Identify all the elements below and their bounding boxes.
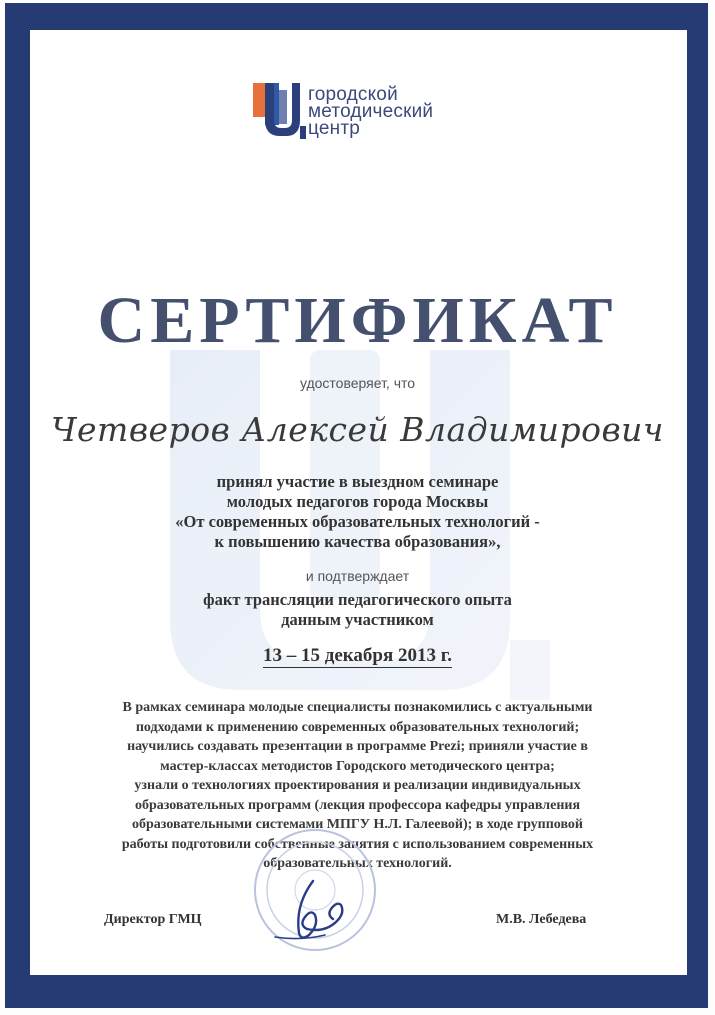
director-label: Директор ГМЦ: [104, 912, 202, 927]
seminar-line: принял участие в выездном семинаре: [216, 472, 499, 491]
gmc-logo-icon: [250, 80, 310, 142]
recipient-name: Четверов Алексей Владимирович: [51, 410, 664, 449]
logo-text-line2: методический: [308, 101, 434, 122]
certificate-title: СЕРТИФИКАТ: [97, 284, 618, 357]
event-dates-text: 13 – 15 декабря 2013 г.: [262, 645, 453, 666]
certifies-text: удостоверяет, что: [299, 375, 416, 391]
logo-text-line1: городской: [308, 84, 398, 105]
description-line: образовательных программ (лекция профессора кафедры управления: [134, 797, 581, 813]
director-signature: [255, 875, 365, 945]
description-line: образовательными системами МПГУ Н.Л. Галеевой); в ходе групповой: [132, 817, 583, 832]
event-dates: [0, 645, 715, 667]
gmc-logo: [250, 80, 480, 142]
director-name: М.В. Лебедева: [496, 912, 587, 927]
confirms-text: и подтверждает: [305, 568, 410, 584]
description-line: мастер-классах методистов Городского методического центра;: [160, 758, 555, 774]
description-line: В рамках семинара молодые специалисты познакомились с актуальными: [122, 700, 593, 715]
fact-line: данным участником: [281, 610, 434, 629]
description-line: работы подготовили собственные занятия с использованием современных: [121, 836, 594, 852]
logo-text-line3: центр: [308, 118, 360, 139]
fact-paragraph: [120, 590, 595, 630]
seminar-paragraph: [100, 472, 615, 552]
description-line: подходами к применению современных образовательных технологий;: [135, 719, 580, 735]
description-line: научились создавать презентации в программе Prezi; приняли участие в: [127, 739, 588, 754]
fact-line: факт трансляции педагогического опыта: [203, 590, 512, 609]
description-line: образовательных технологий.: [263, 856, 452, 871]
seminar-line: «От современных образовательных технологий -: [175, 512, 540, 531]
seminar-line: к повышению качества образования»,: [214, 532, 501, 551]
seminar-line: молодых педагогов города Москвы: [226, 492, 489, 511]
description-line: узнали о технологиях проектирования и реализации индивидуальных: [134, 778, 581, 793]
